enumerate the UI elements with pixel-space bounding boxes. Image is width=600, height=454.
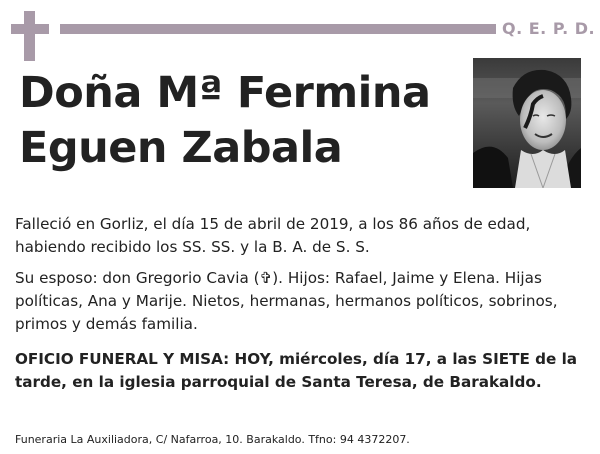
portrait-photo <box>473 58 581 188</box>
name-line-2: Eguen Zabala <box>19 123 343 173</box>
name-line-1: Doña Mª Fermina <box>19 68 431 118</box>
death-notice-paragraph: Falleció en Gorliz, el día 15 de abril de 2019, a los 86 años de edad, habiendo recibido los SS. SS. y la B. A. de S. S. <box>15 215 531 256</box>
funeral-service-paragraph: OFICIO FUNERAL Y MISA: HOY, miércoles, día 17, a las SIETE de la tarde, en la iglesia parroquial de Santa Teresa, de Barakaldo. <box>15 350 578 391</box>
header-rule <box>60 24 496 34</box>
cross-horizontal-bar <box>11 24 49 34</box>
deceased-name <box>19 66 459 176</box>
qepd-label: Q. E. P. D. <box>502 19 596 38</box>
funeral-home-footer: Funeraria La Auxiliadora, C/ Nafarroa, 10. Barakaldo. Tfno: 94 4372207. <box>15 433 410 446</box>
portrait-image <box>473 58 581 188</box>
cross-vertical-bar <box>24 11 35 61</box>
family-paragraph: Su esposo: don Gregorio Cavia (✞). Hijos: Rafael, Jaime y Elena. Hijas políticas, Ana y Marije. Nietos, hermanas, hermanos políticos, sobrinos, primos y demás familia. <box>15 269 558 333</box>
